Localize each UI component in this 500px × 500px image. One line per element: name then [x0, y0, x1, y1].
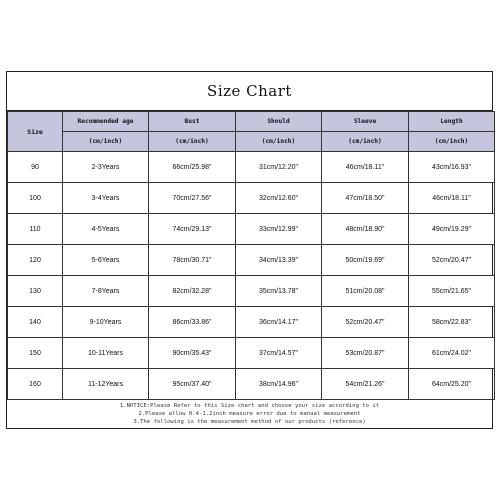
cell-size: 160 [8, 369, 63, 400]
table-row [8, 276, 495, 307]
header-size: Size [8, 112, 63, 152]
cell-size: 130 [8, 276, 63, 307]
cell-age: 2-3Years [63, 152, 149, 183]
unit-shoulder: (cm/inch) [236, 132, 322, 152]
cell-shoulder: 36cm/14.17" [236, 307, 322, 338]
cell-bust: 70cm/27.56" [149, 183, 236, 214]
header-sleeve: Sleeve [322, 112, 409, 132]
table-row [8, 369, 495, 400]
unit-sleeve: (cm/inch) [322, 132, 409, 152]
cell-bust: 90cm/35.43" [149, 338, 236, 369]
cell-age: 9-10Years [63, 307, 149, 338]
cell-size: 90 [8, 152, 63, 183]
note-line: 2.Please allow 0.4-1.2inch measure error due to manual measurement [138, 411, 361, 417]
cell-length: 49cm/19.29" [409, 214, 495, 245]
cell-length: 55cm/21.65" [409, 276, 495, 307]
chart-title: Size Chart [7, 72, 492, 111]
cell-shoulder: 35cm/13.78" [236, 276, 322, 307]
cell-bust: 74cm/29.13" [149, 214, 236, 245]
note-line: 3.The following is the measurement method of our products (reference) [133, 419, 366, 425]
table-row [8, 338, 495, 369]
unit-age: (cm/inch) [63, 132, 149, 152]
cell-bust: 78cm/30.71" [149, 245, 236, 276]
cell-age: 7-8Years [63, 276, 149, 307]
cell-bust: 95cm/37.40" [149, 369, 236, 400]
cell-size: 100 [8, 183, 63, 214]
header-age: Recommended age [63, 112, 149, 132]
cell-shoulder: 31cm/12.20" [236, 152, 322, 183]
cell-shoulder: 33cm/12.99" [236, 214, 322, 245]
cell-age: 10-11Years [63, 338, 149, 369]
cell-age: 4-5Years [63, 214, 149, 245]
cell-length: 46cm/18.11" [409, 183, 495, 214]
table-row [8, 245, 495, 276]
cell-size: 120 [8, 245, 63, 276]
header-bust: Bust [149, 112, 236, 132]
cell-bust: 66cm/25.98" [149, 152, 236, 183]
cell-length: 61cm/24.02" [409, 338, 495, 369]
note-line: 1.NOTICE:Please Refer to this Size chart and choose your size according to it [119, 403, 380, 409]
size-table [7, 111, 495, 400]
cell-shoulder: 32cm/12.60" [236, 183, 322, 214]
cell-sleeve: 46cm/18.11" [322, 152, 409, 183]
cell-length: 64cm/25.20" [409, 369, 495, 400]
cell-size: 140 [8, 307, 63, 338]
cell-age: 5-6Years [63, 245, 149, 276]
unit-bust: (cm/inch) [149, 132, 236, 152]
cell-age: 3-4Years [63, 183, 149, 214]
table-header-row [8, 112, 495, 132]
cell-sleeve: 53cm/20.87" [322, 338, 409, 369]
table-row [8, 214, 495, 245]
cell-sleeve: 47cm/18.50" [322, 183, 409, 214]
cell-length: 52cm/20.47" [409, 245, 495, 276]
cell-length: 43cm/16.93" [409, 152, 495, 183]
cell-age: 11-12Years [63, 369, 149, 400]
table-row [8, 183, 495, 214]
cell-bust: 86cm/33.86" [149, 307, 236, 338]
table-row [8, 307, 495, 338]
cell-size: 150 [8, 338, 63, 369]
table-unit-row [8, 132, 495, 152]
table-row [8, 152, 495, 183]
size-chart-card [6, 71, 493, 429]
cell-sleeve: 50cm/19.69" [322, 245, 409, 276]
cell-shoulder: 38cm/14.96" [236, 369, 322, 400]
cell-shoulder: 34cm/13.39" [236, 245, 322, 276]
cell-bust: 82cm/32.28" [149, 276, 236, 307]
header-shoulder: Should [236, 112, 322, 132]
cell-size: 110 [8, 214, 63, 245]
cell-length: 58cm/22.83" [409, 307, 495, 338]
cell-sleeve: 52cm/20.47" [322, 307, 409, 338]
header-length: Length [409, 112, 495, 132]
cell-shoulder: 37cm/14.57" [236, 338, 322, 369]
cell-sleeve: 51cm/20.08" [322, 276, 409, 307]
notes-block [7, 402, 492, 426]
cell-sleeve: 54cm/21.26" [322, 369, 409, 400]
cell-sleeve: 48cm/18.90" [322, 214, 409, 245]
unit-length: (cm/inch) [409, 132, 495, 152]
